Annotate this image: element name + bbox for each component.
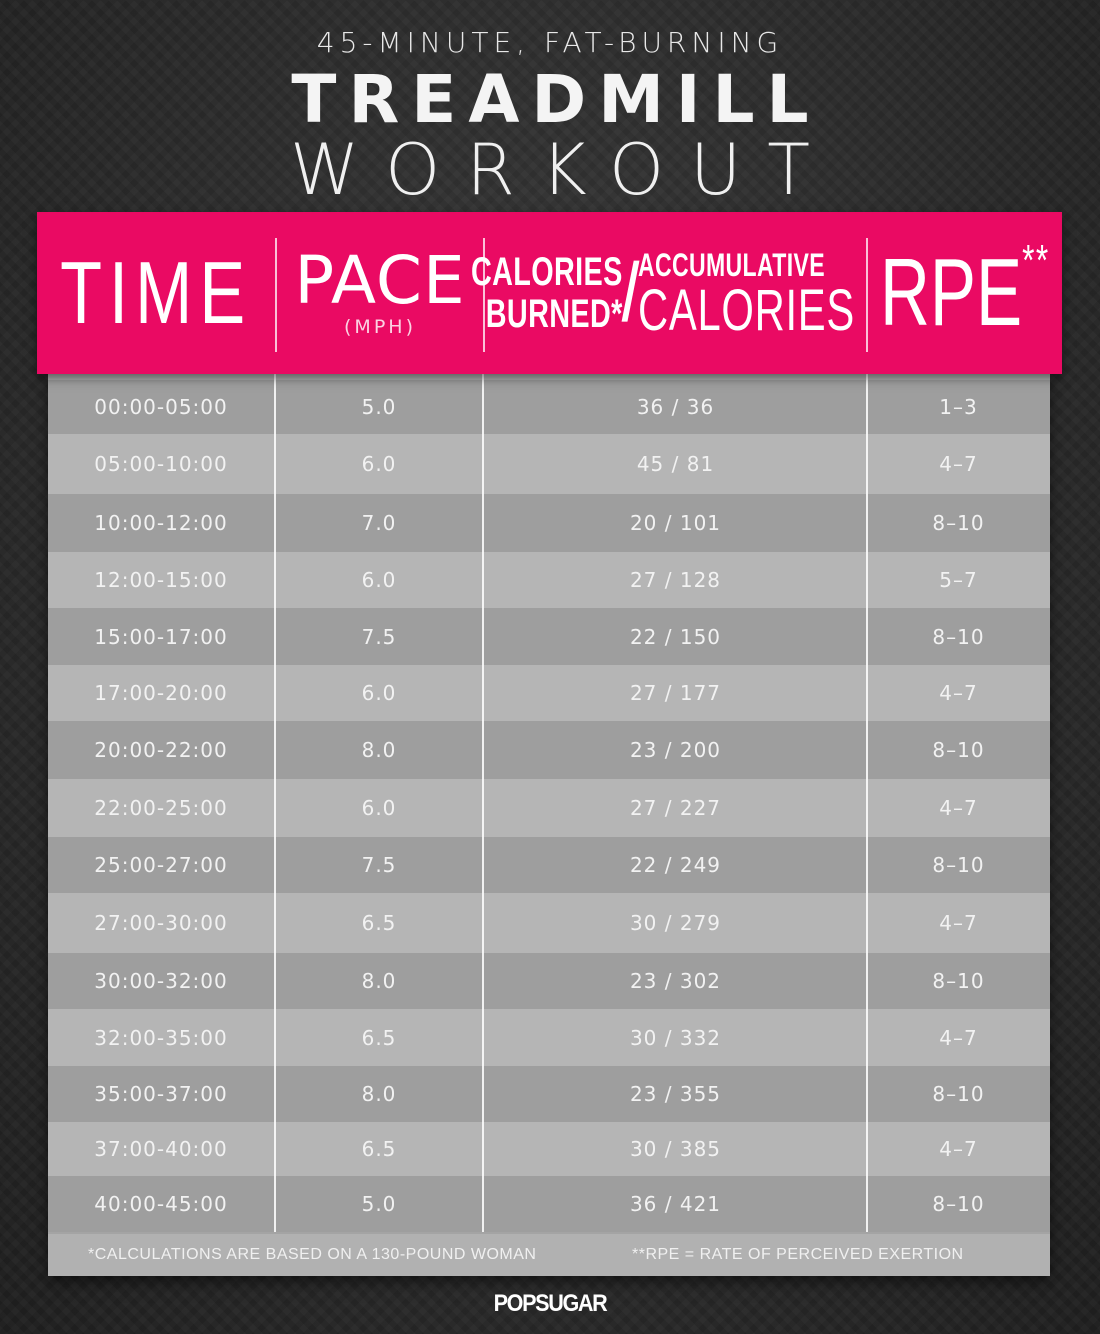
header-rpe-footnote-mark: **	[1022, 236, 1050, 285]
cell-calories: 22 / 150	[629, 624, 722, 649]
header-time-label: TIME	[59, 243, 253, 342]
header-time	[37, 212, 275, 374]
cell-pace: 6.0	[361, 568, 397, 592]
table-body	[48, 380, 1050, 1232]
title-workout: WORKOUT	[289, 129, 837, 211]
cell-calories: 27 / 227	[629, 796, 722, 820]
table-row	[48, 494, 1050, 552]
cell-calories: 30 / 332	[629, 1025, 722, 1050]
title-subtitle: 45-MINUTE, FAT-BURNING	[316, 26, 784, 59]
cell-calories: 20 / 101	[629, 511, 722, 535]
cell-rpe: 4–7	[939, 1025, 978, 1050]
cell-rpe: 4–7	[939, 681, 978, 705]
table-row	[48, 1122, 1050, 1176]
table-row	[48, 953, 1050, 1009]
cell-time: 40:00-45:00	[94, 1192, 228, 1216]
title-block	[0, 22, 1100, 211]
table-row	[48, 1176, 1050, 1232]
cell-pace: 8.0	[361, 738, 397, 762]
cell-pace: 8.0	[361, 969, 397, 993]
header-accumulative-calories	[637, 247, 855, 343]
header-calories-burned	[471, 251, 623, 335]
cell-pace: 7.5	[361, 853, 397, 877]
cell-calories: 45 / 81	[636, 452, 715, 476]
cell-pace: 7.0	[361, 511, 397, 535]
header-calories-burned-line2: BURNED*	[485, 292, 623, 336]
cell-rpe: 4–7	[939, 796, 978, 820]
cell-pace: 6.5	[361, 1137, 397, 1161]
table-row	[48, 608, 1050, 665]
cell-time: 32:00-35:00	[94, 1025, 228, 1050]
footnote-calculations: *CALCULATIONS ARE BASED ON A 130-POUND WOMAN	[88, 1246, 537, 1263]
column-divider	[482, 372, 484, 1232]
table-row	[48, 779, 1050, 837]
cell-time: 17:00-20:00	[94, 681, 228, 705]
column-divider	[866, 372, 868, 1232]
cell-calories: 22 / 249	[629, 853, 722, 877]
cell-time: 35:00-37:00	[94, 1082, 228, 1106]
cell-pace: 5.0	[361, 395, 397, 419]
cell-rpe: 4–7	[939, 452, 978, 476]
cell-time: 37:00-40:00	[94, 1137, 228, 1161]
cell-rpe: 4–7	[939, 1137, 978, 1161]
cell-time: 25:00-27:00	[94, 853, 228, 877]
cell-pace: 6.0	[361, 452, 397, 476]
cell-time: 20:00-22:00	[94, 738, 228, 762]
cell-rpe: 8–10	[932, 1192, 985, 1216]
cell-rpe: 8–10	[932, 624, 985, 649]
cell-rpe: 8–10	[932, 1082, 985, 1106]
table-row	[48, 380, 1050, 434]
popsugar-logo: POPSUGAR	[493, 1290, 607, 1317]
table-header	[37, 212, 1062, 374]
cell-calories: 23 / 302	[629, 969, 722, 993]
cell-calories: 30 / 385	[629, 1137, 722, 1161]
table-row	[48, 665, 1050, 721]
workout-table	[48, 372, 1050, 1276]
header-accumulative-line1: ACCUMULATIVE	[637, 247, 825, 283]
table-row	[48, 1066, 1050, 1122]
table-row	[48, 721, 1050, 779]
cell-pace: 6.5	[361, 911, 397, 935]
title-main: TREADMILL	[291, 61, 821, 138]
cell-time: 10:00-12:00	[94, 511, 228, 535]
column-divider	[274, 372, 276, 1232]
table-row	[48, 434, 1050, 494]
cell-time: 30:00-32:00	[94, 969, 228, 993]
cell-time: 12:00-15:00	[94, 568, 228, 592]
header-accumulative-line2: CALORIES	[637, 278, 855, 343]
cell-rpe: 8–10	[932, 969, 985, 993]
cell-rpe: 8–10	[932, 853, 985, 877]
cell-calories: 23 / 200	[629, 738, 722, 762]
cell-calories: 23 / 355	[629, 1082, 722, 1106]
cell-time: 22:00-25:00	[94, 796, 228, 820]
header-slash: /	[619, 247, 641, 338]
footnote-rpe: **RPE = RATE OF PERCEIVED EXERTION	[632, 1246, 964, 1263]
cell-pace: 7.5	[361, 624, 397, 649]
cell-calories: 30 / 279	[629, 911, 722, 935]
cell-pace: 8.0	[361, 1082, 397, 1106]
header-rpe-label: RPE	[880, 239, 1023, 346]
cell-rpe: 5–7	[939, 568, 978, 592]
cell-rpe: 8–10	[932, 511, 985, 535]
cell-calories: 27 / 177	[629, 681, 722, 705]
cell-pace: 6.5	[361, 1025, 397, 1050]
table-row	[48, 552, 1050, 608]
cell-pace: 6.0	[361, 681, 397, 705]
cell-rpe: 8–10	[932, 738, 985, 762]
header-calories-burned-line1: CALORIES	[471, 250, 623, 294]
header-pace-label: PACE	[294, 242, 466, 319]
cell-calories: 36 / 36	[636, 395, 715, 419]
cell-rpe: 4–7	[939, 911, 978, 935]
header-pace-unit: (MPH)	[344, 316, 416, 338]
cell-pace: 5.0	[361, 1192, 397, 1216]
footnote-bar	[48, 1232, 1050, 1276]
cell-time: 00:00-05:00	[94, 395, 228, 419]
cell-calories: 36 / 421	[629, 1192, 722, 1216]
header-rpe	[868, 212, 1062, 374]
cell-pace: 6.0	[361, 796, 397, 820]
table-row	[48, 837, 1050, 893]
cell-time: 27:00-30:00	[94, 911, 228, 935]
header-calories	[471, 212, 866, 374]
cell-time: 15:00-17:00	[94, 624, 228, 649]
cell-time: 05:00-10:00	[94, 452, 228, 476]
cell-rpe: 1–3	[939, 395, 978, 419]
table-row	[48, 1009, 1050, 1066]
cell-calories: 27 / 128	[629, 568, 722, 592]
table-row	[48, 893, 1050, 953]
